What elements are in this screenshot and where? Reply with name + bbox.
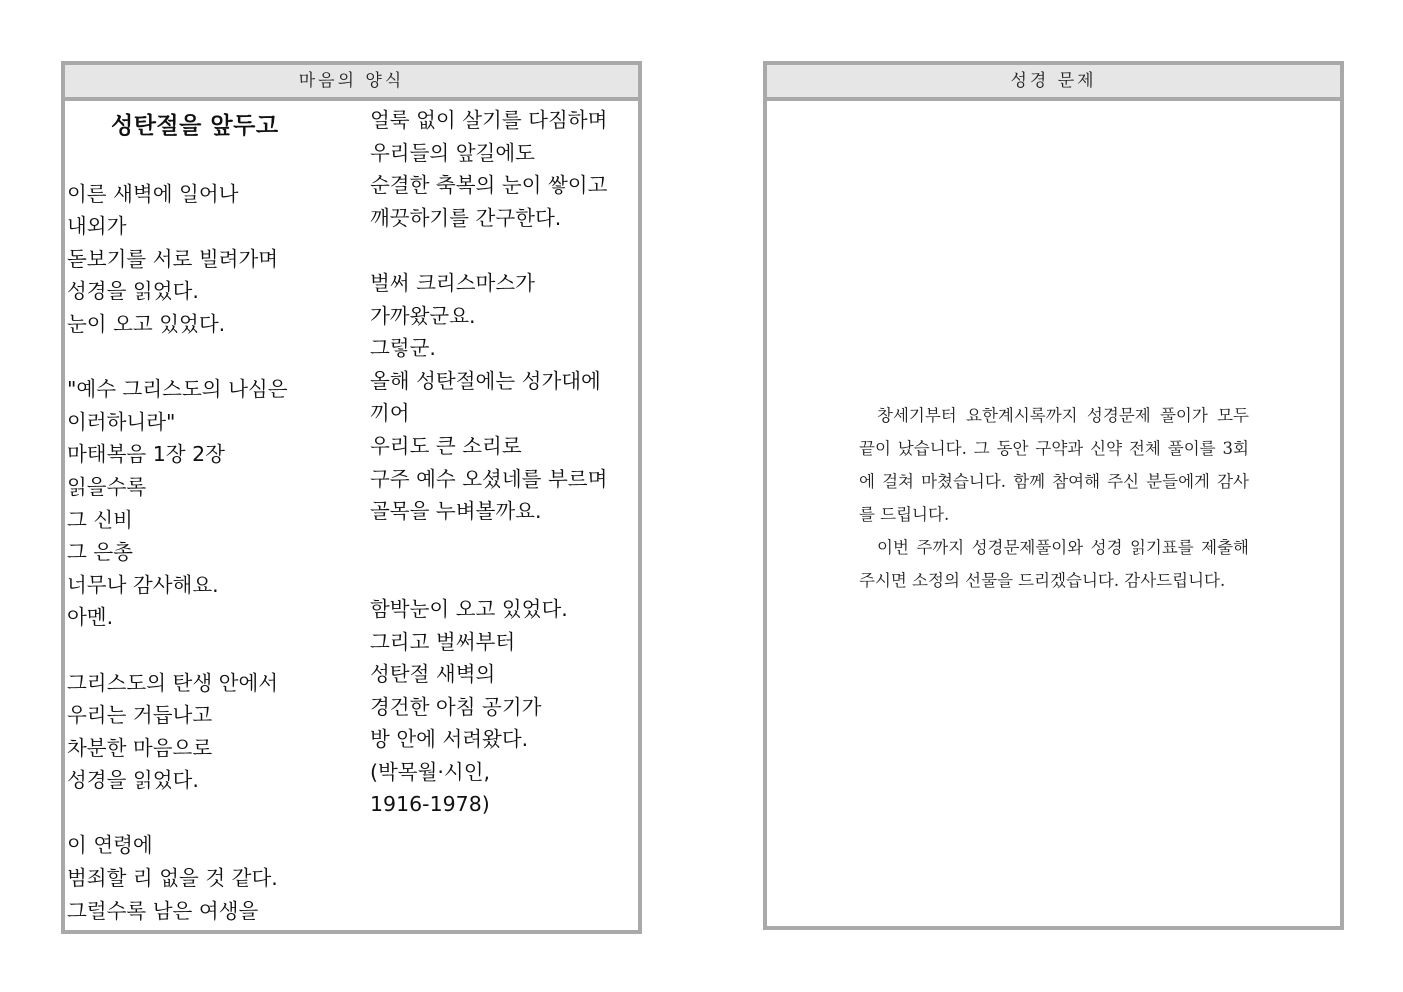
poem-line: 우리도 큰 소리로 xyxy=(370,433,522,458)
poem-line: 이른 새벽에 일어나 xyxy=(67,181,239,206)
meditation-panel xyxy=(61,61,642,934)
poem-line: 경건한 아침 공기가 xyxy=(370,694,542,719)
poem-line: 범죄할 리 없을 것 같다. xyxy=(67,866,278,891)
notice-paragraph: 창세기부터 요한계시록까지 성경문제 풀이가 모두 끝이 났습니다. 그 동안 구약과 신약 전체 풀이를 3회에 걸쳐 마쳤습니다. 함께 참여해 주신 분들에게 감사를 드립니다. xyxy=(859,406,1249,524)
poem-line: 그 신비 xyxy=(67,507,133,532)
poem-line xyxy=(370,560,607,593)
poem-line: 깨끗하기를 간구한다. xyxy=(370,205,562,230)
poem-line: 차분한 마음으로 xyxy=(67,735,213,760)
poem-line: 눈이 오고 있었다. xyxy=(67,311,226,336)
poem-line: 너무나 감사해요. xyxy=(67,572,219,597)
poem-line: 내외가 xyxy=(67,214,127,239)
poem-line: 그럴수록 남은 여생을 xyxy=(67,898,259,923)
poem-line: 방 안에 서려왔다. xyxy=(370,727,529,752)
poem-line: 아멘. xyxy=(67,605,114,630)
poem-line xyxy=(67,797,288,830)
poem-line: 성탄절 새벽의 xyxy=(370,662,496,687)
poem-line: 그 은총 xyxy=(67,540,133,565)
poem-line: 이러하니라" xyxy=(67,409,176,434)
poem-area xyxy=(65,101,638,930)
poem-title: 성탄절을 앞두고 xyxy=(111,113,279,139)
poem-line: "예수 그리스도의 나심은 xyxy=(67,377,288,402)
poem-line: 그렇군. xyxy=(370,336,436,361)
quiz-notice xyxy=(859,399,1249,597)
poem-line: (박목월·시인, xyxy=(370,759,491,784)
poem-line xyxy=(67,634,288,667)
poem-line: 우리들의 앞길에도 xyxy=(370,140,535,165)
poem-line: 올해 성탄절에는 성가대에 xyxy=(370,368,601,393)
poem-line: 성경을 읽었다. xyxy=(67,768,199,793)
poem-line: 돋보기를 서로 빌려가며 xyxy=(67,246,279,271)
poem-line: 가까왔군요. xyxy=(370,303,476,328)
poem-line: 얼룩 없이 살기를 다짐하며 xyxy=(370,108,608,132)
poem-line xyxy=(67,341,288,374)
poem-line: 골목을 누벼볼까요. xyxy=(370,499,542,524)
poem-line xyxy=(370,528,607,561)
poem-line: 마태복음 1장 2장 xyxy=(67,442,225,467)
poem-line: 벌써 크리스마스가 xyxy=(370,270,535,295)
poem-line: 끼어 xyxy=(370,401,410,426)
poem-column-2 xyxy=(370,104,607,821)
notice-paragraph: 이번 주까지 성경문제풀이와 성경 읽기표를 제출해 주시면 소정의 선물을 드리겠습니다. 감사드립니다. xyxy=(859,538,1249,590)
poem-line xyxy=(67,145,288,178)
bible-quiz-panel xyxy=(763,61,1344,930)
poem-line: 구주 예수 오셨네를 부르며 xyxy=(370,466,608,491)
panel-header-meditation: 마음의 양식 xyxy=(65,65,638,101)
poem-column-1 xyxy=(67,145,288,927)
poem-line: 성경을 읽었다. xyxy=(67,279,199,304)
poem-line: 읽을수록 xyxy=(67,474,147,499)
poem-line: 그리고 벌써부터 xyxy=(370,629,516,654)
poem-line: 이 연령에 xyxy=(67,833,153,858)
poem-line: 순결한 축복의 눈이 쌓이고 xyxy=(370,173,608,198)
poem-line: 우리는 거듭나고 xyxy=(67,703,213,728)
poem-line: 함박눈이 오고 있었다. xyxy=(370,596,568,621)
poem-line xyxy=(370,234,607,267)
poem-line: 1916-1978) xyxy=(370,792,490,817)
poem-line: 그리스도의 탄생 안에서 xyxy=(67,670,279,695)
panel-header-bible-quiz: 성경 문제 xyxy=(767,65,1340,101)
